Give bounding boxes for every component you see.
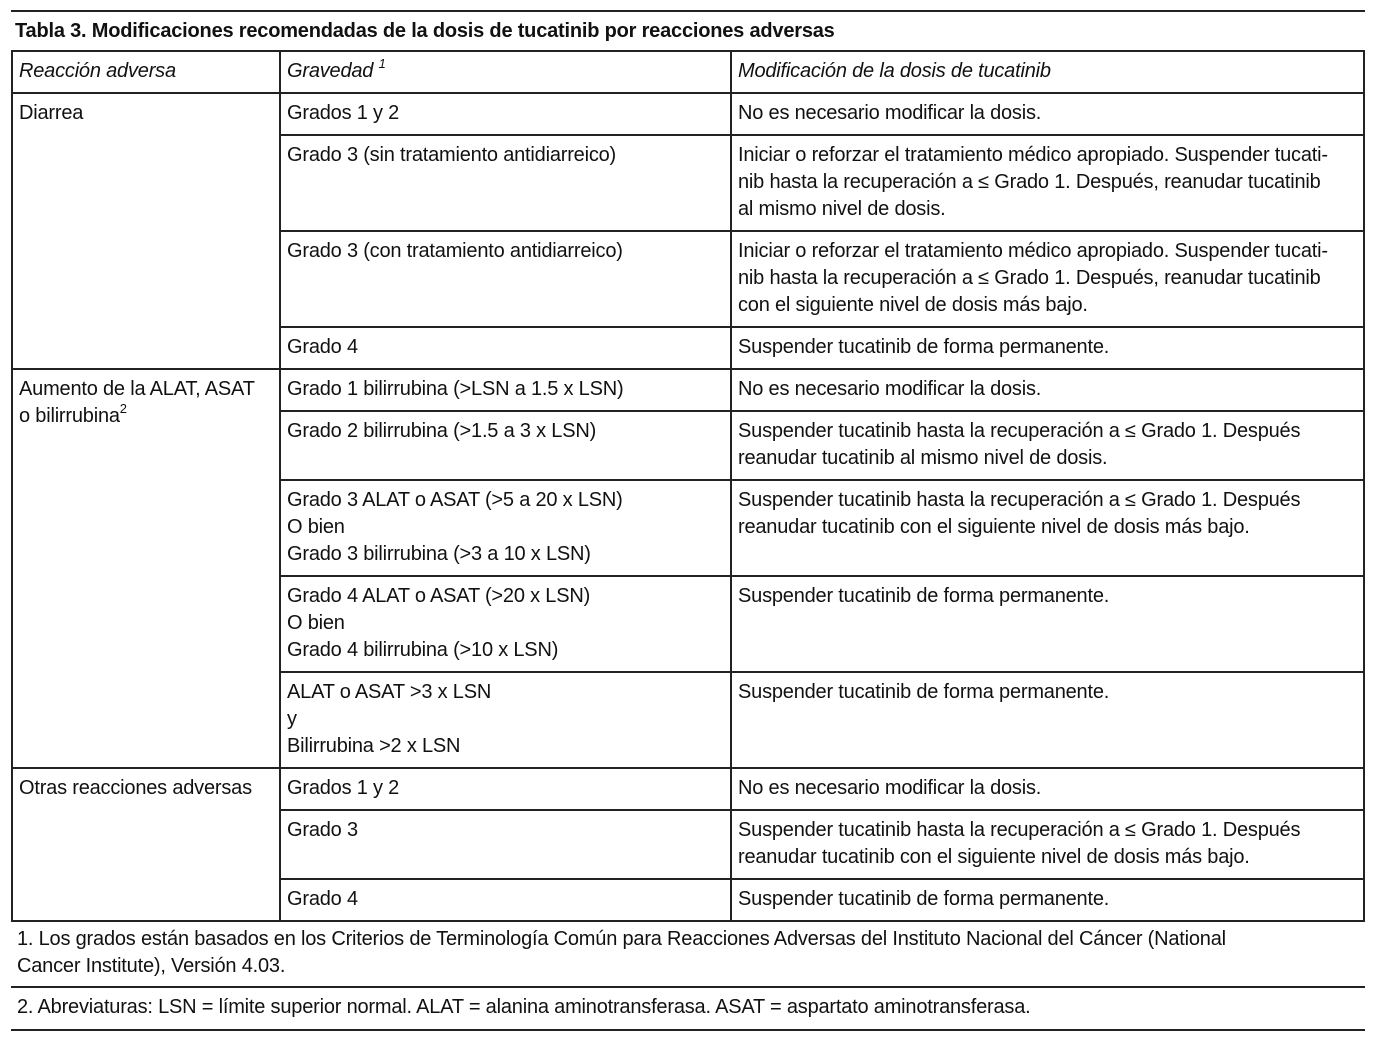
- severity-cell: [280, 480, 731, 576]
- dose-modification-table: [11, 50, 1365, 922]
- severity-cell: [280, 879, 731, 921]
- modification-text: Suspender tucatinib hasta la recuperación a ≤ Grado 1. Después: [738, 819, 1301, 841]
- footnote-2: [11, 986, 1365, 1029]
- header-row: [12, 51, 1364, 93]
- severity-cell: [280, 369, 731, 411]
- modification-text: Suspender tucatinib de forma permanente.: [738, 336, 1110, 358]
- severity-cell: [280, 576, 731, 672]
- modification-text: Iniciar o reforzar el tratamiento médico apropiado. Suspender tucati-: [738, 144, 1328, 166]
- modification-cell: [731, 480, 1364, 576]
- severity-text: Grado 4 bilirrubina (>10 x LSN): [287, 639, 559, 661]
- footnote-1: [11, 922, 1365, 986]
- modification-cell: [731, 135, 1364, 231]
- header-reaction-label: Reacción adversa: [19, 60, 176, 82]
- modification-text: reanudar tucatinib con el siguiente nivel de dosis más bajo.: [738, 846, 1250, 868]
- header-severity: [280, 51, 731, 93]
- severity-cell: [280, 93, 731, 135]
- severity-text: Grado 3 ALAT o ASAT (>5 a 20 x LSN): [287, 489, 623, 511]
- severity-text: Grados 1 y 2: [287, 102, 400, 124]
- severity-text: Grado 1 bilirrubina (>LSN a 1.5 x LSN): [287, 378, 624, 400]
- reaction-label: Diarrea: [19, 102, 84, 124]
- severity-text: O bien: [287, 612, 345, 634]
- modification-cell: [731, 93, 1364, 135]
- document-table-container: [11, 10, 1365, 1031]
- footnote-1-line2: Cancer Institute), Versión 4.03.: [17, 955, 286, 977]
- modification-text: Suspender tucatinib de forma permanente.: [738, 585, 1110, 607]
- severity-text: y: [287, 708, 297, 730]
- severity-text: Grado 3 (con tratamiento antidiarreico): [287, 240, 623, 262]
- bottom-rule: [11, 1029, 1365, 1031]
- modification-cell: [731, 576, 1364, 672]
- severity-cell: [280, 672, 731, 768]
- reaction-footnote-ref: 2: [119, 401, 127, 417]
- severity-cell: [280, 810, 731, 879]
- modification-text: No es necesario modificar la dosis.: [738, 378, 1042, 400]
- modification-text: reanudar tucatinib con el siguiente nivel de dosis más bajo.: [738, 516, 1250, 538]
- modification-cell: [731, 369, 1364, 411]
- severity-text: Grado 3 (sin tratamiento antidiarreico): [287, 144, 617, 166]
- modification-text: No es necesario modificar la dosis.: [738, 102, 1042, 124]
- table-row: [12, 93, 1364, 135]
- modification-cell: [731, 411, 1364, 480]
- reaction-label-line2: o bilirrubina: [19, 405, 120, 427]
- severity-text: Grado 4: [287, 336, 358, 358]
- severity-cell: [280, 135, 731, 231]
- table-row: [12, 768, 1364, 810]
- header-modification: [731, 51, 1364, 93]
- header-reaction: [12, 51, 280, 93]
- reaction-label: Otras reacciones adversas: [19, 777, 252, 799]
- modification-text: nib hasta la recuperación a ≤ Grado 1. Después, reanudar tucatinib: [738, 171, 1321, 193]
- modification-text: Iniciar o reforzar el tratamiento médico apropiado. Suspender tucati-: [738, 240, 1328, 262]
- modification-cell: [731, 327, 1364, 369]
- severity-text: Grados 1 y 2: [287, 777, 400, 799]
- severity-text: Grado 2 bilirrubina (>1.5 a 3 x LSN): [287, 420, 597, 442]
- modification-cell: [731, 672, 1364, 768]
- modification-text: reanudar tucatinib al mismo nivel de dosis.: [738, 447, 1108, 469]
- modification-text: Suspender tucatinib hasta la recuperación a ≤ Grado 1. Después: [738, 420, 1301, 442]
- modification-cell: [731, 810, 1364, 879]
- severity-text: Grado 4: [287, 888, 358, 910]
- header-severity-footnote-ref: 1: [378, 56, 386, 72]
- severity-cell: [280, 768, 731, 810]
- modification-text: Suspender tucatinib de forma permanente.: [738, 681, 1110, 703]
- modification-cell: [731, 768, 1364, 810]
- footnote-2-text: 2. Abreviaturas: LSN = límite superior normal. ALAT = alanina aminotransferasa. ASAT = aspartato aminotransferasa.: [17, 996, 1031, 1018]
- table-title: Tabla 3. Modificaciones recomendadas de la dosis de tucatinib por reacciones adversas: [15, 20, 835, 42]
- severity-text: Grado 3 bilirrubina (>3 a 10 x LSN): [287, 543, 591, 565]
- modification-cell: [731, 879, 1364, 921]
- header-severity-label: Gravedad: [287, 60, 374, 82]
- modification-text: con el siguiente nivel de dosis más bajo.: [738, 294, 1088, 316]
- reaction-cell-diarrea: [12, 93, 280, 369]
- severity-cell: [280, 327, 731, 369]
- footnote-1-line1: 1. Los grados están basados en los Criterios de Terminología Común para Reacciones Adversas del Instituto Nacional del Cáncer (National: [17, 928, 1226, 950]
- modification-text: nib hasta la recuperación a ≤ Grado 1. Después, reanudar tucatinib: [738, 267, 1321, 289]
- severity-text: Grado 4 ALAT o ASAT (>20 x LSN): [287, 585, 591, 607]
- severity-text: O bien: [287, 516, 345, 538]
- modification-text: No es necesario modificar la dosis.: [738, 777, 1042, 799]
- modification-text: Suspender tucatinib hasta la recuperación a ≤ Grado 1. Después: [738, 489, 1301, 511]
- reaction-cell-otras: [12, 768, 280, 921]
- severity-cell: [280, 231, 731, 327]
- severity-text: Grado 3: [287, 819, 358, 841]
- severity-cell: [280, 411, 731, 480]
- modification-cell: [731, 231, 1364, 327]
- header-modification-label: Modificación de la dosis de tucatinib: [738, 60, 1051, 82]
- severity-text: Bilirrubina >2 x LSN: [287, 735, 461, 757]
- modification-text: al mismo nivel de dosis.: [738, 198, 946, 220]
- reaction-label: Aumento de la ALAT, ASAT: [19, 378, 255, 400]
- table-row: [12, 369, 1364, 411]
- severity-text: ALAT o ASAT >3 x LSN: [287, 681, 492, 703]
- modification-text: Suspender tucatinib de forma permanente.: [738, 888, 1110, 910]
- reaction-cell-alat-asat: [12, 369, 280, 768]
